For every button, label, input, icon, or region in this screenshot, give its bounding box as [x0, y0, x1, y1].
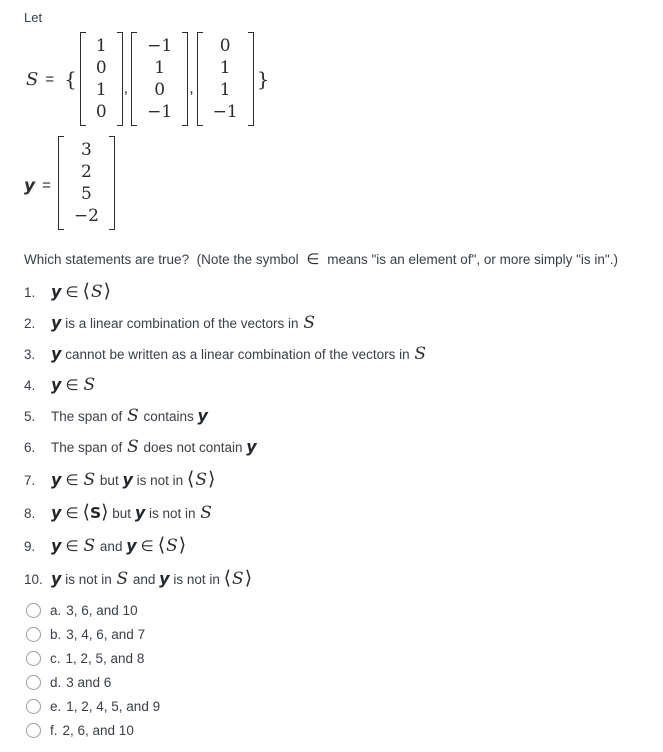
column-vector: [80, 32, 123, 126]
statement-number: 5.: [24, 409, 36, 424]
radio-button[interactable]: [26, 723, 41, 738]
statement-content: [51, 437, 257, 457]
matrix-entry: −1: [147, 36, 173, 56]
statement-text: but: [108, 506, 135, 521]
statement-content: [51, 344, 427, 364]
statement-item: [24, 313, 663, 333]
statement-number: 7.: [24, 473, 36, 488]
statement-text: is not in: [61, 572, 116, 587]
answer-option[interactable]: [26, 723, 663, 738]
statement-text: is not in: [169, 572, 224, 587]
vector-y-symbol: y: [51, 375, 62, 394]
column-vector: [131, 32, 188, 126]
answer-option[interactable]: [26, 627, 663, 642]
set-s-symbol: S: [127, 406, 139, 426]
statement-text: is not in: [132, 473, 187, 488]
set-s-symbol: S: [83, 470, 96, 490]
matrix-entry: −2: [73, 206, 99, 226]
open-brace: {: [64, 67, 77, 91]
equals-sign: =: [45, 70, 55, 88]
matrix-entry: −1: [212, 102, 238, 122]
set-s-symbol: S: [83, 375, 96, 395]
vector-y-symbol: y: [24, 175, 36, 196]
angle-bracket: ⟩: [244, 567, 253, 589]
set-s-symbol: S: [195, 470, 207, 490]
statement-text: is a linear combination of the vectors in: [61, 316, 303, 331]
set-s-symbol: S: [127, 437, 139, 457]
question-page: [24, 10, 663, 738]
matrix-entry: 0: [95, 58, 107, 78]
set-s-symbol: S: [232, 569, 244, 589]
option-label: 2, 6, and 10: [62, 723, 134, 738]
radio-button[interactable]: [26, 699, 41, 714]
intro-text: Let: [24, 10, 43, 25]
statement-text: contains: [139, 409, 198, 424]
option-key: a.: [50, 603, 62, 618]
element-of-symbol: ∈: [306, 251, 320, 268]
answer-option[interactable]: [26, 675, 663, 690]
vector-y-symbol: y: [51, 503, 62, 522]
y-vector-slot: [58, 136, 115, 235]
statement-text: but: [96, 473, 123, 488]
statements-list: [24, 280, 663, 589]
angle-bracket: ⟨: [186, 468, 195, 490]
matrix-entry: 3: [80, 140, 92, 160]
angle-bracket: ⟨: [82, 501, 90, 523]
comma-separator: ,: [189, 80, 194, 97]
statement-item: [24, 437, 663, 457]
vector-y-symbol: y: [122, 470, 133, 489]
matrix-entry: 2: [80, 162, 92, 182]
vector-y-symbol: y: [51, 282, 62, 301]
set-s-symbol: S: [166, 536, 178, 556]
column-vector: [197, 32, 254, 126]
set-s-symbol: S: [200, 503, 212, 523]
statement-item: [24, 280, 663, 302]
set-s-symbol: S: [90, 282, 103, 302]
statement-content: [51, 567, 252, 589]
set-definition-equation: [26, 32, 663, 126]
statement-content: [51, 406, 208, 426]
statement-text: cannot be written as a linear combination of the vectors in: [61, 347, 414, 362]
radio-button[interactable]: [26, 651, 41, 666]
option-key: b.: [50, 627, 62, 642]
statement-text: and: [96, 539, 127, 554]
statement-content: [51, 375, 96, 395]
element-of-symbol: ∈: [65, 472, 79, 489]
statement-number: 10.: [24, 572, 43, 587]
vector-y-symbol: y: [246, 437, 257, 456]
element-of-symbol: ∈: [65, 284, 79, 301]
statement-item: [24, 534, 663, 556]
vector-y-symbol: y: [51, 313, 62, 332]
matrix-entry: 1: [219, 80, 231, 100]
statement-content: [51, 468, 215, 490]
comma-separator: ,: [123, 80, 129, 97]
matrix-column: [137, 32, 182, 126]
matrix-entry: 0: [154, 80, 166, 100]
y-definition-equation: [24, 136, 663, 235]
statement-text: is not in: [145, 506, 200, 521]
set-s-symbol-bold: S: [89, 504, 102, 522]
radio-button[interactable]: [26, 627, 41, 642]
statement-text: Which statements are true? (Note the symbol: [24, 252, 303, 267]
matrix-entry: 1: [95, 36, 107, 56]
option-label: 3, 6, and 10: [66, 603, 138, 618]
radio-button[interactable]: [26, 675, 41, 690]
statement-text: The span of: [51, 440, 127, 455]
matrix-entry: −1: [147, 102, 173, 122]
statement-number: 9.: [24, 539, 36, 554]
answer-option[interactable]: [26, 603, 663, 618]
angle-bracket: ⟨: [82, 280, 90, 302]
matrix-entry: 5: [80, 184, 92, 204]
statement-item: [24, 468, 663, 490]
statement-number: 6.: [24, 440, 36, 455]
matrix-entry: 1: [154, 58, 166, 78]
statement-number: 2.: [24, 316, 36, 331]
matrix-entry: 0: [219, 36, 231, 56]
matrix-entry: 1: [95, 80, 107, 100]
matrix-right-bracket: [182, 32, 188, 126]
vector-y-symbol: y: [126, 536, 137, 555]
angle-bracket: ⟩: [208, 468, 216, 490]
statement-number: 4.: [24, 378, 36, 393]
statement-text: The span of: [51, 409, 127, 424]
column-vector: [58, 136, 115, 230]
set-s-symbol: S: [303, 313, 315, 333]
angle-bracket: ⟩: [178, 534, 187, 556]
set-s-symbol: S: [83, 536, 96, 556]
element-of-symbol: ∈: [65, 377, 79, 394]
matrix-column: [86, 32, 117, 126]
statement-content: [51, 313, 316, 333]
option-key: d.: [50, 675, 62, 690]
angle-bracket: ⟩: [103, 280, 112, 302]
matrix-entry: 0: [95, 102, 107, 122]
vector-y-symbol: y: [51, 536, 62, 555]
matrix-right-bracket: [248, 32, 254, 126]
vector-y-symbol: y: [51, 569, 62, 588]
statement-content: [51, 534, 186, 556]
angle-bracket: ⟨: [223, 567, 232, 589]
option-label: 3, 4, 6, and 7: [66, 627, 146, 642]
vector-y-symbol: y: [51, 470, 62, 489]
option-key: f.: [50, 723, 58, 738]
matrix-column: [64, 136, 109, 230]
radio-button[interactable]: [26, 603, 41, 618]
statement-item: [24, 567, 663, 589]
angle-bracket: ⟨: [157, 534, 166, 556]
option-label: 3 and 6: [66, 675, 112, 690]
statement-number: 1.: [24, 285, 36, 300]
set-vectors: [80, 32, 254, 126]
statement-item: [24, 375, 663, 395]
statement-content: [51, 501, 213, 523]
matrix-right-bracket: [117, 32, 123, 126]
element-of-symbol: ∈: [140, 538, 154, 555]
option-label: 1, 2, 5, and 8: [65, 651, 145, 666]
set-name-symbol: S: [26, 68, 39, 90]
answer-option[interactable]: [26, 699, 663, 714]
element-of-symbol: ∈: [65, 538, 79, 555]
answer-option[interactable]: [26, 651, 663, 666]
statement-text: means "is an element of", or more simply "is in".): [323, 252, 618, 267]
statement-text: and: [129, 572, 160, 587]
statement-text: does not contain: [139, 440, 247, 455]
vector-y-symbol: y: [134, 503, 146, 522]
option-label: 1, 2, 4, 5, and 9: [66, 699, 161, 714]
statement-number: 3.: [24, 347, 36, 362]
set-s-symbol: S: [116, 569, 129, 589]
option-key: c.: [50, 651, 61, 666]
element-of-symbol: ∈: [65, 505, 79, 522]
set-s-symbol: S: [414, 344, 427, 364]
vector-y-symbol: y: [159, 569, 170, 588]
matrix-column: [203, 32, 248, 126]
angle-bracket: ⟩: [101, 501, 109, 523]
equals-sign: =: [42, 177, 51, 194]
vector-y-symbol: y: [197, 406, 208, 425]
matrix-entry: 1: [219, 58, 231, 78]
statement-number: 8.: [24, 506, 36, 521]
statement-item: [24, 406, 663, 426]
statement-content: [51, 280, 111, 302]
answer-options: [26, 603, 663, 738]
vector-y-symbol: y: [51, 344, 62, 363]
statement-item: [24, 344, 663, 364]
question-text: [24, 250, 663, 268]
close-brace: }: [256, 67, 270, 91]
matrix-right-bracket: [109, 136, 115, 230]
statement-item: [24, 501, 663, 523]
option-key: e.: [50, 699, 62, 714]
